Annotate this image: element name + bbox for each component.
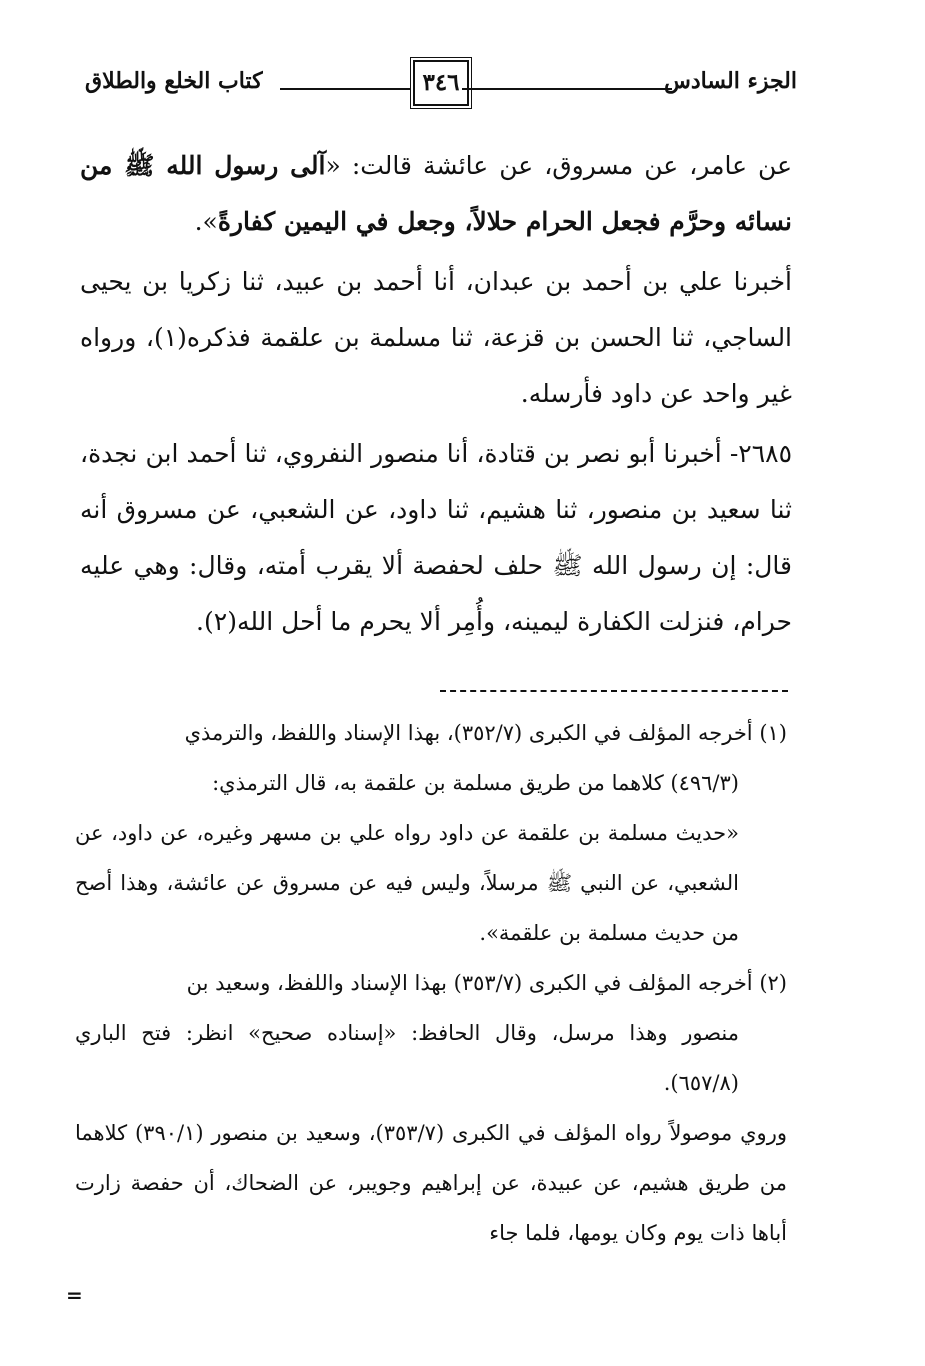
quote-close: ». xyxy=(194,207,218,236)
volume-label: الجزء السادس xyxy=(664,68,797,94)
footnote-1-quote: «حديث مسلمة بن علقمة عن داود رواه علي بن مسهر وغيره، عن داود، عن الشعبي، عن النبي ﷺ مرسلاً، وليس فيه عن مسروق عن عائشة، وهذا أصح من حديث مسلمة بن علقمة». xyxy=(75,821,739,945)
main-text xyxy=(80,138,792,654)
page-header xyxy=(85,60,797,116)
paragraph-isnad: أخبرنا علي بن أحمد بن عبدان، أنا أحمد بن عبيد، ثنا زكريا بن يحيى الساجي، ثنا الحسن بن قزعة، ثنا مسلمة بن علقمة فذكره(١)، ورواه غير واحد عن داود فأرسله. xyxy=(80,267,793,408)
book-title: كتاب الخلع والطلاق xyxy=(85,68,263,94)
paragraph-hadith-text xyxy=(80,138,792,250)
hadith-intro: عن عامر، عن مسروق، عن عائشة قالت: « xyxy=(325,151,792,180)
footnote-1-line-1: (١) أخرجه المؤلف في الكبرى (٣٥٢/٧)، بهذا الإسناد واللفظ، والترمذي xyxy=(184,721,787,745)
footnote-2-line-2: منصور وهذا مرسل، وقال الحافظ: «إسناده صحيح» انظر: فتح الباري (٦٥٧/٨). xyxy=(75,1021,739,1095)
footnote-2-line-1: (٢) أخرجه المؤلف في الكبرى (٣٥٣/٧) بهذا الإسناد واللفظ، وسعيد بن xyxy=(186,971,787,995)
header-rule-left xyxy=(280,88,410,90)
page-number: ٣٤٦ xyxy=(413,60,469,106)
continuation-mark: = xyxy=(66,1283,83,1307)
footnote-separator xyxy=(440,690,788,692)
footnote-1-line-2: (٤٩٦/٣) كلاهما من طريق مسلمة بن علقمة به، قال الترمذي: xyxy=(212,771,739,795)
paragraph-hadith-2685: ٢٦٨٥- أخبرنا أبو نصر بن قتادة، أنا منصور النفروي، ثنا أحمد ابن نجدة، ثنا سعيد بن منصور، ثنا هشيم، ثنا داود، عن الشعبي، عن مسروق أنه قال: إن رسول الله ﷺ حلف لحفصة ألا يقرب أمته، وقال: وهي عليه حرام، فنزلت الكفارة ليمينه، وأُمِر ألا يحرم ما أحل الله(٢). xyxy=(80,439,792,636)
hadith-quote: آلى رسول الله ﷺ من نسائه وحرَّم فجعل الحرام حلالاً، وجعل في اليمين كفارةً xyxy=(80,151,792,236)
footnote-2-continued: وروي موصولاً رواه المؤلف في الكبرى (٣٥٣/٧)، وسعيد بن منصور (٣٩٠/١) كلاهما من طريق هشيم، عن عبيدة، عن إبراهيم وجويبر، عن الضحاك، أن حفصة زارت أباها ذات يوم وكان يومها، فلما جاء xyxy=(75,1121,787,1245)
footnotes xyxy=(75,708,787,1258)
header-rule-right xyxy=(462,88,672,90)
